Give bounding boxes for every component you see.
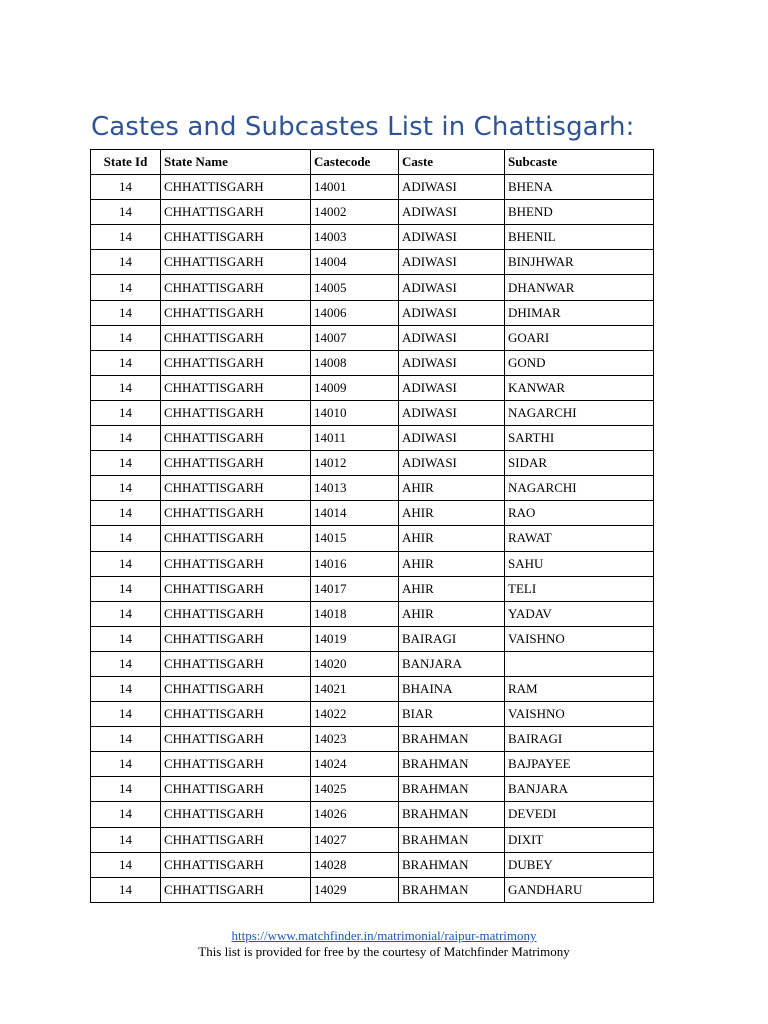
cell-castecode: 14020 bbox=[311, 651, 399, 676]
cell-caste: BHAINA bbox=[399, 676, 505, 701]
cell-castecode: 14002 bbox=[311, 200, 399, 225]
cell-state-id: 14 bbox=[91, 451, 161, 476]
cell-state-name: CHHATTISGARH bbox=[161, 350, 311, 375]
cell-state-id: 14 bbox=[91, 676, 161, 701]
table-row bbox=[91, 752, 654, 777]
cell-caste: BRAHMAN bbox=[399, 827, 505, 852]
cell-state-id: 14 bbox=[91, 350, 161, 375]
cell-subcaste bbox=[505, 651, 654, 676]
table-row bbox=[91, 676, 654, 701]
table-row bbox=[91, 175, 654, 200]
cell-castecode: 14008 bbox=[311, 350, 399, 375]
cell-state-name: CHHATTISGARH bbox=[161, 777, 311, 802]
cell-subcaste: KANWAR bbox=[505, 375, 654, 400]
cell-state-id: 14 bbox=[91, 877, 161, 902]
cell-caste: BRAHMAN bbox=[399, 777, 505, 802]
cell-subcaste: SIDAR bbox=[505, 451, 654, 476]
cell-subcaste: SAHU bbox=[505, 551, 654, 576]
cell-caste: ADIWASI bbox=[399, 175, 505, 200]
cell-castecode: 14010 bbox=[311, 400, 399, 425]
cell-state-name: CHHATTISGARH bbox=[161, 752, 311, 777]
cell-state-id: 14 bbox=[91, 200, 161, 225]
cell-caste: AHIR bbox=[399, 576, 505, 601]
cell-castecode: 14013 bbox=[311, 476, 399, 501]
cell-castecode: 14027 bbox=[311, 827, 399, 852]
table-row bbox=[91, 275, 654, 300]
footer bbox=[0, 928, 768, 960]
cell-state-name: CHHATTISGARH bbox=[161, 325, 311, 350]
cell-state-name: CHHATTISGARH bbox=[161, 225, 311, 250]
cell-caste: BRAHMAN bbox=[399, 852, 505, 877]
cell-caste: BRAHMAN bbox=[399, 802, 505, 827]
cell-state-name: CHHATTISGARH bbox=[161, 501, 311, 526]
cell-castecode: 14007 bbox=[311, 325, 399, 350]
cell-castecode: 14019 bbox=[311, 626, 399, 651]
cell-state-name: CHHATTISGARH bbox=[161, 400, 311, 425]
cell-caste: AHIR bbox=[399, 526, 505, 551]
cell-subcaste: BHEND bbox=[505, 200, 654, 225]
cell-castecode: 14028 bbox=[311, 852, 399, 877]
header-subcaste: Subcaste bbox=[505, 150, 654, 175]
cell-castecode: 14026 bbox=[311, 802, 399, 827]
cell-state-name: CHHATTISGARH bbox=[161, 727, 311, 752]
table-row bbox=[91, 501, 654, 526]
cell-caste: BAIRAGI bbox=[399, 626, 505, 651]
cell-state-id: 14 bbox=[91, 777, 161, 802]
cell-caste: AHIR bbox=[399, 501, 505, 526]
cell-state-id: 14 bbox=[91, 752, 161, 777]
cell-state-name: CHHATTISGARH bbox=[161, 576, 311, 601]
table-header-row bbox=[91, 150, 654, 175]
cell-subcaste: NAGARCHI bbox=[505, 476, 654, 501]
cell-state-name: CHHATTISGARH bbox=[161, 200, 311, 225]
cell-state-name: CHHATTISGARH bbox=[161, 676, 311, 701]
cell-castecode: 14011 bbox=[311, 426, 399, 451]
cell-caste: ADIWASI bbox=[399, 225, 505, 250]
cell-caste: ADIWASI bbox=[399, 325, 505, 350]
cell-subcaste: GANDHARU bbox=[505, 877, 654, 902]
cell-subcaste: RAM bbox=[505, 676, 654, 701]
cell-caste: AHIR bbox=[399, 601, 505, 626]
cell-castecode: 14016 bbox=[311, 551, 399, 576]
cell-subcaste: BHENIL bbox=[505, 225, 654, 250]
cell-state-id: 14 bbox=[91, 601, 161, 626]
table-row bbox=[91, 200, 654, 225]
table-row bbox=[91, 727, 654, 752]
cell-caste: ADIWASI bbox=[399, 250, 505, 275]
cell-state-id: 14 bbox=[91, 225, 161, 250]
cell-state-name: CHHATTISGARH bbox=[161, 702, 311, 727]
cell-castecode: 14012 bbox=[311, 451, 399, 476]
cell-state-id: 14 bbox=[91, 526, 161, 551]
cell-state-id: 14 bbox=[91, 250, 161, 275]
page-title: Castes and Subcastes List in Chattisgarh: bbox=[91, 112, 635, 143]
table-row bbox=[91, 225, 654, 250]
header-state-id: State Id bbox=[91, 150, 161, 175]
table-row bbox=[91, 526, 654, 551]
cell-caste: ADIWASI bbox=[399, 350, 505, 375]
table-row bbox=[91, 576, 654, 601]
cell-state-id: 14 bbox=[91, 727, 161, 752]
cell-state-id: 14 bbox=[91, 175, 161, 200]
cell-castecode: 14022 bbox=[311, 702, 399, 727]
cell-caste: BRAHMAN bbox=[399, 877, 505, 902]
cell-castecode: 14003 bbox=[311, 225, 399, 250]
cell-caste: AHIR bbox=[399, 551, 505, 576]
courtesy-note: This list is provided for free by the courtesy of Matchfinder Matrimony bbox=[198, 944, 570, 959]
table-body bbox=[91, 175, 654, 903]
cell-state-name: CHHATTISGARH bbox=[161, 526, 311, 551]
cell-caste: BRAHMAN bbox=[399, 752, 505, 777]
cell-subcaste: SARTHI bbox=[505, 426, 654, 451]
cell-caste: BANJARA bbox=[399, 651, 505, 676]
cell-subcaste: BINJHWAR bbox=[505, 250, 654, 275]
table-row bbox=[91, 702, 654, 727]
cell-subcaste: YADAV bbox=[505, 601, 654, 626]
cell-state-id: 14 bbox=[91, 702, 161, 727]
cell-subcaste: RAWAT bbox=[505, 526, 654, 551]
cell-caste: BRAHMAN bbox=[399, 727, 505, 752]
cell-state-name: CHHATTISGARH bbox=[161, 275, 311, 300]
cell-subcaste: GOND bbox=[505, 350, 654, 375]
cell-state-name: CHHATTISGARH bbox=[161, 175, 311, 200]
cell-state-id: 14 bbox=[91, 325, 161, 350]
cell-state-id: 14 bbox=[91, 852, 161, 877]
cell-caste: ADIWASI bbox=[399, 375, 505, 400]
cell-caste: ADIWASI bbox=[399, 426, 505, 451]
cell-castecode: 14014 bbox=[311, 501, 399, 526]
table-row bbox=[91, 651, 654, 676]
cell-castecode: 14015 bbox=[311, 526, 399, 551]
cell-state-id: 14 bbox=[91, 827, 161, 852]
table-row bbox=[91, 601, 654, 626]
cell-caste: BIAR bbox=[399, 702, 505, 727]
table-row bbox=[91, 451, 654, 476]
cell-state-name: CHHATTISGARH bbox=[161, 626, 311, 651]
cell-castecode: 14009 bbox=[311, 375, 399, 400]
cell-state-name: CHHATTISGARH bbox=[161, 651, 311, 676]
table-row bbox=[91, 426, 654, 451]
cell-castecode: 14017 bbox=[311, 576, 399, 601]
cell-castecode: 14023 bbox=[311, 727, 399, 752]
table-row bbox=[91, 375, 654, 400]
cell-castecode: 14006 bbox=[311, 300, 399, 325]
header-caste: Caste bbox=[399, 150, 505, 175]
matrimony-link[interactable]: https://www.matchfinder.in/matrimonial/raipur-matrimony bbox=[231, 928, 537, 943]
cell-subcaste: BHENA bbox=[505, 175, 654, 200]
table-row bbox=[91, 350, 654, 375]
cell-castecode: 14001 bbox=[311, 175, 399, 200]
cell-subcaste: VAISHNO bbox=[505, 702, 654, 727]
table-row bbox=[91, 325, 654, 350]
header-state-name: State Name bbox=[161, 150, 311, 175]
cell-state-id: 14 bbox=[91, 551, 161, 576]
cell-castecode: 14018 bbox=[311, 601, 399, 626]
cell-castecode: 14025 bbox=[311, 777, 399, 802]
cell-state-id: 14 bbox=[91, 802, 161, 827]
cell-castecode: 14005 bbox=[311, 275, 399, 300]
cell-subcaste: DEVEDI bbox=[505, 802, 654, 827]
table-row bbox=[91, 852, 654, 877]
cell-state-id: 14 bbox=[91, 476, 161, 501]
table-row bbox=[91, 626, 654, 651]
cell-castecode: 14024 bbox=[311, 752, 399, 777]
table-row bbox=[91, 250, 654, 275]
cell-state-id: 14 bbox=[91, 375, 161, 400]
cell-state-name: CHHATTISGARH bbox=[161, 877, 311, 902]
cell-castecode: 14021 bbox=[311, 676, 399, 701]
cell-state-name: CHHATTISGARH bbox=[161, 250, 311, 275]
cell-caste: AHIR bbox=[399, 476, 505, 501]
cell-subcaste: DUBEY bbox=[505, 852, 654, 877]
table-row bbox=[91, 802, 654, 827]
cell-subcaste: VAISHNO bbox=[505, 626, 654, 651]
cell-state-id: 14 bbox=[91, 576, 161, 601]
table-row bbox=[91, 300, 654, 325]
cell-subcaste: BANJARA bbox=[505, 777, 654, 802]
cell-subcaste: BAJPAYEE bbox=[505, 752, 654, 777]
cell-state-id: 14 bbox=[91, 300, 161, 325]
table-row bbox=[91, 827, 654, 852]
cell-subcaste: NAGARCHI bbox=[505, 400, 654, 425]
header-castecode: Castecode bbox=[311, 150, 399, 175]
cell-state-name: CHHATTISGARH bbox=[161, 551, 311, 576]
table-row bbox=[91, 551, 654, 576]
cell-caste: ADIWASI bbox=[399, 275, 505, 300]
cell-castecode: 14004 bbox=[311, 250, 399, 275]
cell-state-name: CHHATTISGARH bbox=[161, 300, 311, 325]
cell-subcaste: BAIRAGI bbox=[505, 727, 654, 752]
cell-state-name: CHHATTISGARH bbox=[161, 426, 311, 451]
cell-state-name: CHHATTISGARH bbox=[161, 451, 311, 476]
table-row bbox=[91, 877, 654, 902]
cell-state-id: 14 bbox=[91, 626, 161, 651]
cell-state-id: 14 bbox=[91, 651, 161, 676]
cell-state-id: 14 bbox=[91, 501, 161, 526]
cell-state-name: CHHATTISGARH bbox=[161, 802, 311, 827]
cell-subcaste: RAO bbox=[505, 501, 654, 526]
cell-state-name: CHHATTISGARH bbox=[161, 476, 311, 501]
cell-caste: ADIWASI bbox=[399, 451, 505, 476]
cell-subcaste: GOARI bbox=[505, 325, 654, 350]
cell-castecode: 14029 bbox=[311, 877, 399, 902]
cell-state-name: CHHATTISGARH bbox=[161, 827, 311, 852]
table-row bbox=[91, 476, 654, 501]
cell-subcaste: TELI bbox=[505, 576, 654, 601]
cell-subcaste: DIXIT bbox=[505, 827, 654, 852]
cell-caste: ADIWASI bbox=[399, 300, 505, 325]
cell-state-name: CHHATTISGARH bbox=[161, 601, 311, 626]
table-row bbox=[91, 777, 654, 802]
cell-caste: ADIWASI bbox=[399, 200, 505, 225]
cell-state-id: 14 bbox=[91, 400, 161, 425]
cell-subcaste: DHIMAR bbox=[505, 300, 654, 325]
cell-state-name: CHHATTISGARH bbox=[161, 852, 311, 877]
table-row bbox=[91, 400, 654, 425]
caste-table bbox=[90, 149, 654, 903]
cell-caste: ADIWASI bbox=[399, 400, 505, 425]
cell-state-id: 14 bbox=[91, 275, 161, 300]
cell-state-id: 14 bbox=[91, 426, 161, 451]
cell-subcaste: DHANWAR bbox=[505, 275, 654, 300]
cell-state-name: CHHATTISGARH bbox=[161, 375, 311, 400]
